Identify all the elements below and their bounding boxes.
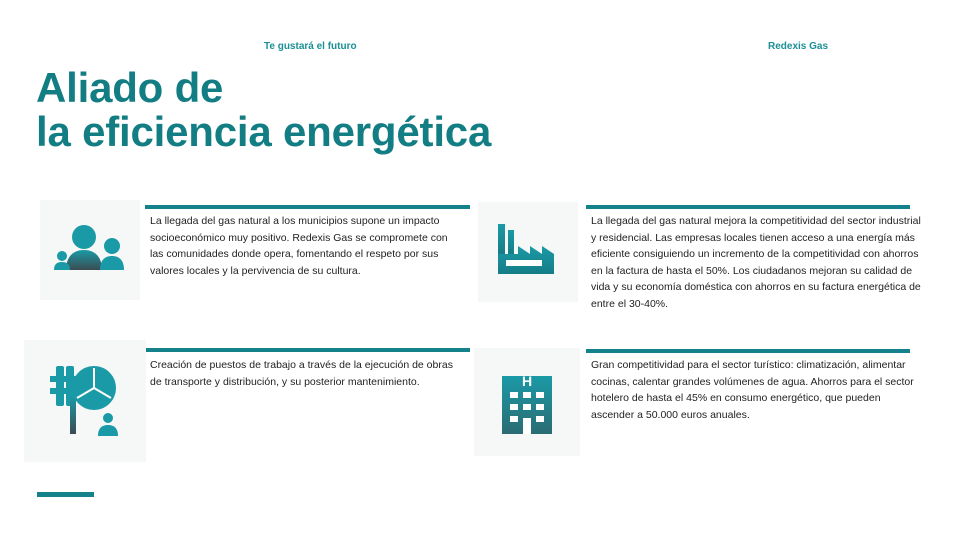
card-3-text: Creación de puestos de trabajo a través de la ejecución de obras de transporte y distribución, y su posterior mantenimiento. bbox=[150, 359, 453, 388]
card-2-divider bbox=[586, 205, 910, 209]
footer-accent-bar bbox=[37, 492, 94, 497]
hotel-icon bbox=[500, 368, 554, 436]
header-tagline: Te gustará el futuro bbox=[264, 41, 357, 52]
page-title bbox=[36, 66, 491, 154]
title-line-2: la eficiencia energética bbox=[36, 108, 492, 155]
card-1-text: La llegada del gas natural a los municipios supone un impacto socioeconómico muy positivo. Redexis Gas se compromete con las comunidades donde opera, fomentando el respeto por sus valores locales y la pervivencia de su cultura. bbox=[150, 215, 448, 277]
card-4-text: Gran competitividad para el sector turístico: climatización, alimentar cocinas, calentar grandes volúmenes de agua. Ahorros para el sector hotelero de hasta el 45% en consumo energético, que pueden ascender a 50.000 euros anuales. bbox=[591, 359, 914, 421]
card-1-divider bbox=[145, 205, 470, 209]
svg-text:H: H bbox=[521, 373, 533, 389]
pipeline-worker-icon bbox=[50, 360, 122, 438]
factory-icon bbox=[496, 220, 558, 276]
card-4-divider bbox=[586, 349, 910, 353]
card-3-divider bbox=[145, 348, 470, 352]
title-line-1: Aliado de bbox=[36, 64, 224, 111]
card-2-text: La llegada del gas natural mejora la competitividad del sector industrial y residencial. Las empresas locales tienen acceso a una energía más eficiente consiguiendo un incremento de la competitividad con ahorros en la factura de hasta el 50%. Los ciudadanos mejoran su calidad de vida y su economía doméstica con ahorros en su factura energética de entre el 30-40%. bbox=[591, 215, 921, 310]
people-group-icon bbox=[52, 224, 128, 272]
header-brand: Redexis Gas bbox=[768, 41, 829, 52]
